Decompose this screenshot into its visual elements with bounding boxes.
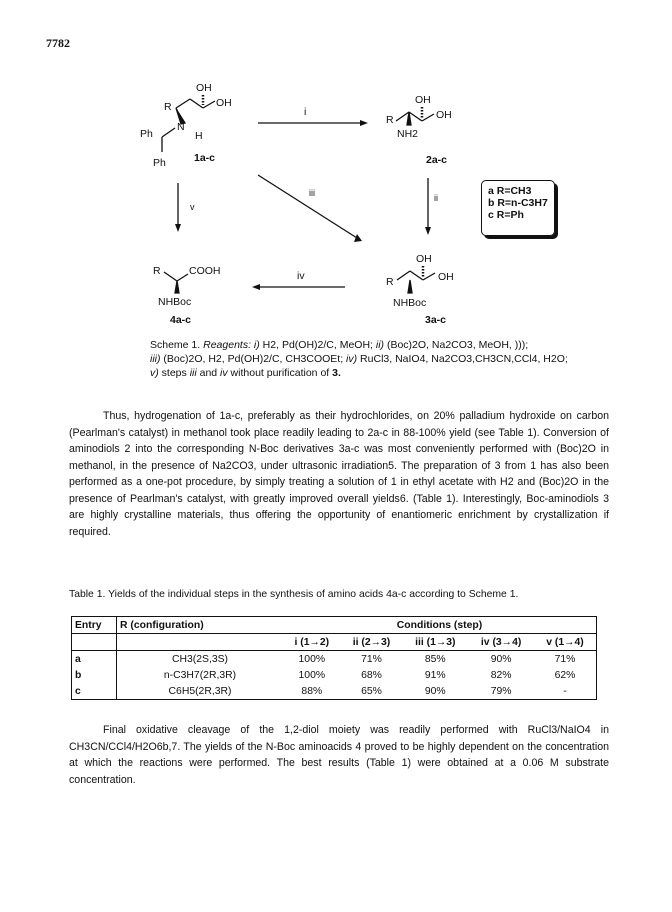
caption-step-v-text1: steps	[158, 367, 190, 379]
table-cell-value: -	[534, 683, 596, 700]
paragraph-1	[69, 408, 609, 540]
caption-step-iii: iii)	[150, 353, 161, 365]
caption-step-v-text3: without purification of	[227, 367, 333, 379]
caption-step-v-text2: and	[196, 367, 221, 379]
c1-n: N	[177, 121, 185, 133]
caption-lead: Scheme 1.	[150, 339, 201, 351]
c2-oh-top: OH	[415, 94, 431, 106]
table-cell-value: 85%	[424, 653, 446, 665]
c3-nhboc: NHBoc	[393, 297, 427, 309]
arrow-label-iii: iii	[309, 188, 315, 198]
c3-r: R	[386, 276, 394, 288]
compound-3-label: 3a-c	[425, 314, 447, 326]
caption-reagents-label: Reagents:	[203, 339, 251, 351]
compound-4-label: 4a-c	[170, 314, 192, 326]
c4-r: R	[153, 265, 161, 277]
table-cell-value: 82%	[490, 669, 512, 681]
compound-1-label: 1a-c	[194, 152, 216, 164]
caption-step-i-text: H2, Pd(OH)2/C, MeOH;	[259, 339, 376, 351]
c4-nhboc: NHBoc	[158, 296, 192, 308]
table-row	[72, 667, 597, 683]
table-cell-value: 68%	[361, 669, 382, 681]
arrow-label-v: v	[190, 202, 195, 212]
table-cell-value: 79%	[468, 683, 534, 700]
table-cell-r: CH3(2S,3S)	[171, 653, 228, 665]
r-key-a: a R=CH3	[488, 185, 532, 197]
arrow-label-ii: ii	[434, 193, 438, 203]
paragraph-1-text: Thus, hydrogenation of 1a-c, preferably as their hydrochlorides, on 20% palladium hydroxide on carbon (Pearlman's catalyst) in methanol took place readily leading to 2a-c in 88-100% yield (see Table 1). Conversion of aminodiols 2 into the corresponding N-Boc derivatives 3a-c was most conveniently performed with (Boc)2O in methanol, in the presence of Na2CO3, under ultrasonic irradiation5. The preparation of 3 from 1 has also been performed as a one-pot procedure, by simply treating a solution of 1 in ethyl acetate with H2 and (Boc)2O in the presence of Pearlman's catalyst, with greatly improved overall yields6. (Table 1). Interestingly, Boc-aminodiols 3 are highly crystalline materials, thus offering the opportunity of enantiomeric enrichment by crystallization if required.	[69, 410, 609, 538]
paragraph-2	[69, 722, 609, 788]
table-row	[72, 651, 597, 668]
c1-oh-top: OH	[196, 82, 212, 94]
table-head-step-iii: iii (1→3)	[402, 634, 468, 651]
table-cell-r: n-C3H7(2R,3R)	[163, 669, 237, 681]
table-cell-entry: b	[72, 667, 117, 683]
page-number: 7782	[46, 36, 70, 50]
c2-nh2: NH2	[397, 128, 419, 140]
caption-step-v: v)	[150, 367, 159, 379]
table-caption: Table 1. Yields of the individual steps in the synthesis of amino acids 4a-c according to Scheme 1.	[69, 589, 519, 600]
table-row	[72, 683, 597, 700]
c3-oh-right: OH	[438, 271, 454, 283]
table-cell-value: 100%	[298, 653, 326, 665]
table-cell-entry: a	[72, 651, 117, 668]
table-head-step-ii: ii (2→3)	[341, 634, 403, 651]
c2-oh-right: OH	[436, 109, 452, 121]
table-cell-value: 71%	[534, 651, 596, 668]
caption-step-iv-text: RuCl3, NaIO4, Na2CO3,CH3CN,CCl4, H2O;	[357, 353, 568, 365]
table-cell-value: 71%	[361, 653, 382, 665]
caption-step-ii: ii)	[375, 339, 385, 351]
c2-r: R	[386, 114, 394, 126]
table-cell-value: 65%	[341, 683, 403, 700]
table-head-r: R (configuration)	[117, 617, 284, 634]
table-cell-value: 90%	[402, 683, 468, 700]
paragraph-2-text: Final oxidative cleavage of the 1,2-diol moiety was readily performed with RuCl3/NaIO4 in CH3CN/CCl4/H2O6b,7. The yields of the N-Boc aminoacids 4 proved to be highly dependent on the concentration at which the reactions were performed. The best results (Table 1) were obtained at a 0.06 M substrate concentration.	[69, 724, 609, 786]
c1-r: R	[164, 101, 172, 113]
table-cell-value: 100%	[298, 669, 326, 681]
compound-2-label: 2a-c	[426, 154, 448, 166]
c1-ph-bottom: Ph	[153, 157, 166, 169]
caption-step-iv: iv)	[346, 353, 358, 365]
caption-step-iii-text: (Boc)2O, H2, Pd(OH)2/C, CH3COOEt;	[160, 353, 347, 365]
substituent-key-box	[481, 180, 555, 236]
table-cell-value: 90%	[490, 653, 512, 665]
table-cell-value: 91%	[424, 669, 446, 681]
c3-oh-top: OH	[416, 253, 432, 265]
c1-h: H	[195, 130, 203, 142]
caption-step-i: i)	[253, 339, 260, 351]
caption-step-ii-text: (Boc)2O, Na2CO3, MeOH, )));	[384, 339, 529, 351]
table-cell-value: 88%	[283, 683, 341, 700]
table-head-step-i: i (1→2)	[283, 634, 341, 651]
c4-cooh: COOH	[189, 265, 221, 277]
table-head-step-iv: iv (3→4)	[468, 634, 534, 651]
caption-step-v-iv: iv	[220, 367, 228, 379]
caption-step-v-iii: iii	[189, 367, 197, 379]
table-cell-r: C6H5(2R,3R)	[117, 683, 284, 700]
scheme-caption	[150, 338, 610, 380]
yields-table	[71, 616, 597, 700]
table-cell-value: 62%	[534, 667, 596, 683]
table-head-entry: Entry	[72, 617, 117, 634]
reaction-scheme	[0, 0, 672, 340]
table-head-step-v: v (1→4)	[534, 634, 596, 651]
r-key-b: b R=n-C3H7	[488, 197, 548, 209]
r-key-c: c R=Ph	[488, 209, 524, 221]
c1-oh-right: OH	[216, 97, 232, 109]
table-cell-entry: c	[72, 683, 117, 700]
arrow-label-i: i	[304, 106, 307, 118]
c1-ph-left: Ph	[140, 128, 153, 140]
caption-step-v-3: 3.	[332, 367, 341, 379]
arrow-label-iv: iv	[297, 270, 305, 282]
table-head-conditions: Conditions (step)	[283, 617, 597, 634]
